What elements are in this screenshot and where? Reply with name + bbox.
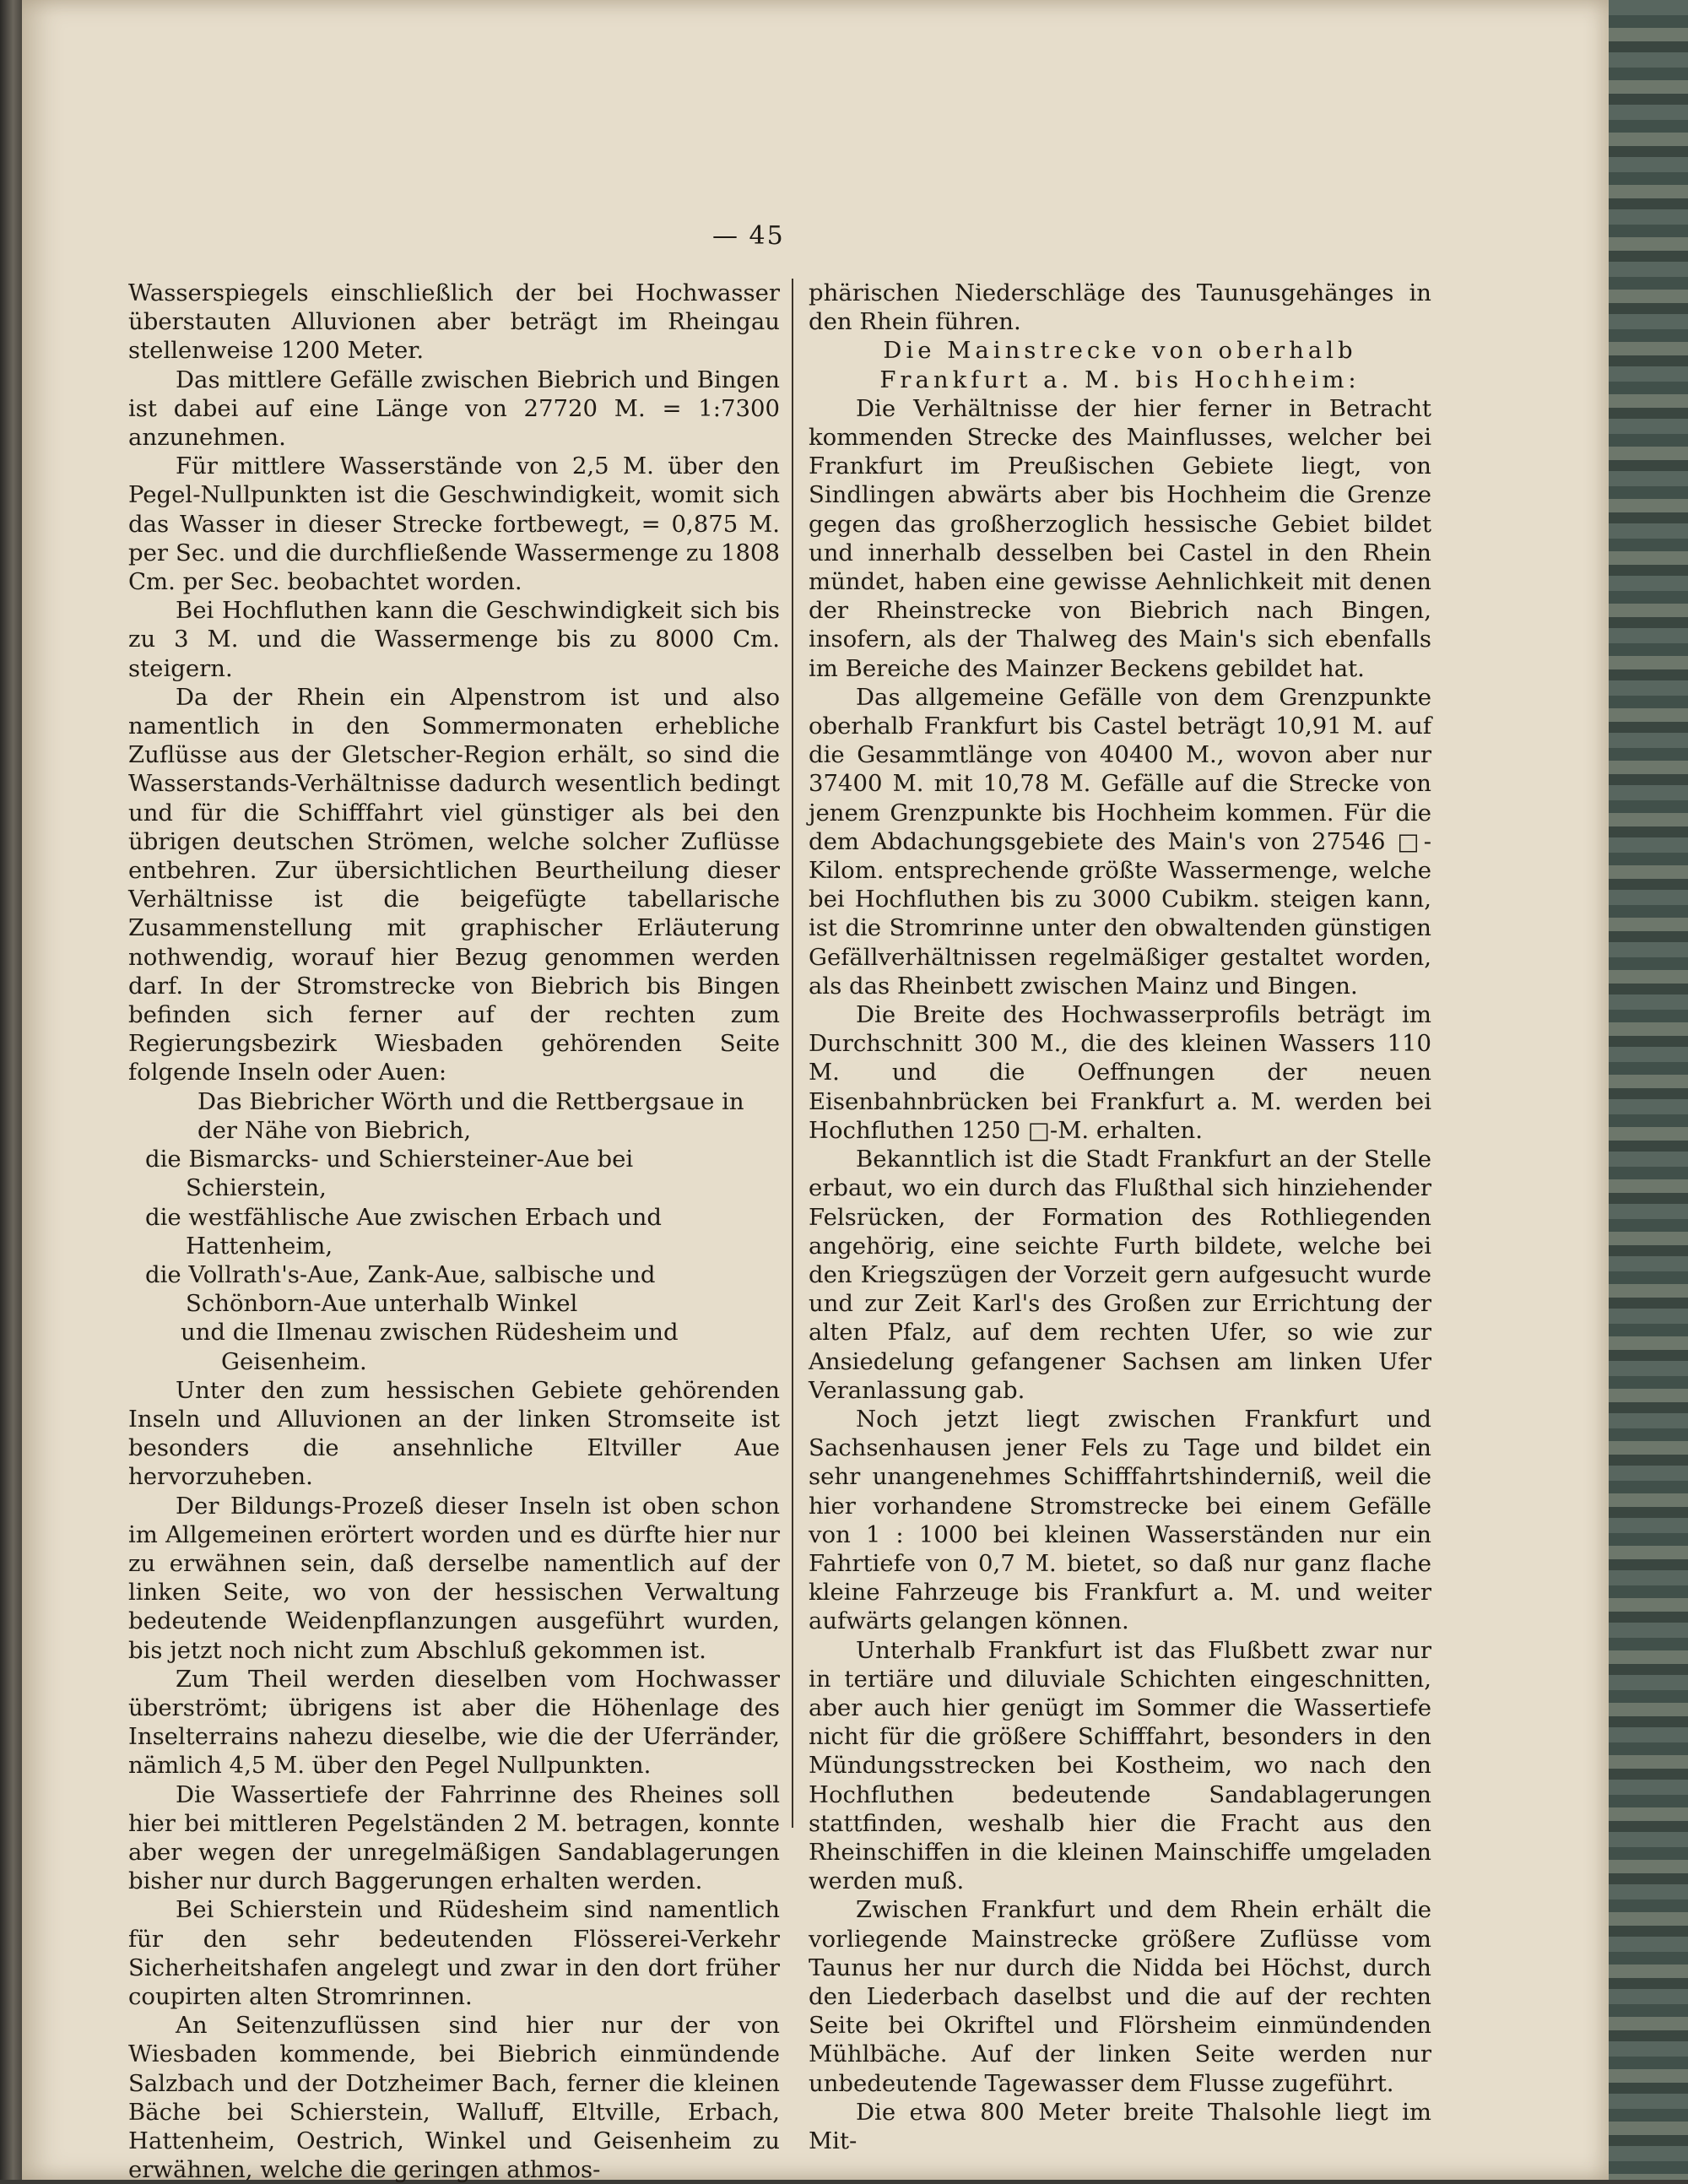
paragraph: Bei Schierstein und Rüdesheim sind namentlich für den sehr bedeutenden Flösserei-Verkehr Sicherheitshafen angelegt und zwar in den dort früher coupirten alten Stromrinnen. [128, 1896, 780, 2010]
paragraph: Zum Theil werden dieselben vom Hochwasser überströmt; übrigens ist aber die Höhenlage des Inselterrains nahezu dieselbe, wie die der Uferränder, nämlich 4,5 M. über den Pegel Nullpunkten. [128, 1665, 780, 1780]
paragraph: Bekanntlich ist die Stadt Frankfurt an der Stelle erbaut, wo ein durch das Flußthal sich hinziehender Felsrücken, der Formation des Rothliegenden angehörig, eine seichte Furth bildete, welche bei den Kriegszügen der Vorzeit gern aufgesucht wurde und zur Zeit Karl's des Großen zur Errichtung der alten Pfalz, auf dem rechten Ufer, so wie zur Ansiedelung gefangener Sachsen am linken Ufer Veranlassung gab. [809, 1146, 1431, 1404]
paragraph: Unterhalb Frankfurt ist das Flußbett zwar nur in tertiäre und diluviale Schichten eingeschnitten, aber auch hier genügt im Sommer die Wassertiefe nicht für die größere Schifffahrt, besonders in den Mündungsstrecken bei Kostheim, wo nach den Hochfluthen bedeutende Sandablagerungen stattfinden, weshalb hier die Fracht aus den Rheinschiffen in die kleinen Mainschiffe umgeladen werden muß. [809, 1636, 1431, 1895]
island-list-item: und die Ilmenau zwischen Rüdesheim und Geisenheim. [181, 1319, 679, 1375]
paragraph: An Seitenzuflüssen sind hier nur der von Wiesbaden kommende, bei Biebrich einmündende Salzbach und der Dotzheimer Bach, ferner die kleinen Bäche bei Schierstein, Walluff, Eltville, Erbach, Hattenheim, Oestrich, Winkel und Geisenheim zu erwähnen, welche die geringen athmos- [128, 2012, 780, 2184]
document-page [22, 0, 1609, 2184]
island-list-item: die westfählische Aue zwischen Erbach und Hattenheim, [145, 1203, 662, 1260]
island-list-item: die Vollrath's-Aue, Zank-Aue, salbische und Schönborn-Aue unterhalb Winkel [145, 1260, 656, 1318]
paragraph: Die Wassertiefe der Fahrrinne des Rheines soll hier bei mittleren Pegelständen 2 M. betragen, konnte aber wegen der unregelmäßigen Sandablagerungen bisher nur durch Baggerungen erhalten werden. [128, 1780, 780, 1895]
paragraph: Zwischen Frankfurt und dem Rhein erhält die vorliegende Mainstrecke größere Zuflüsse vom Taunus her nur durch die Nidda bei Höchst, durch den Liederbach daselbst und die auf der rechten Seite bei Okriftel und Flörsheim einmündenden Mühlbäche. Auf der linken Seite werden nur unbedeutende Tagewasser dem Flusse zugeführt. [809, 1896, 1431, 2097]
column-divider [792, 279, 793, 1828]
paragraph: Bei Hochfluthen kann die Geschwindigkeit sich bis zu 3 M. und die Wassermenge bis zu 8000 Cm. steigern. [128, 597, 780, 682]
page-number: — 45 [712, 221, 785, 251]
paragraph: Die Verhältnisse der hier ferner in Betracht kommenden Strecke des Mainflusses, welcher bei Frankfurt im Preußischen Gebiete liegt, von Sindlingen abwärts aber bis Hochheim die Grenze gegen das großherzoglich hessische Gebiet bildet und innerhalb desselben bei Castel in den Rhein mündet, haben eine gewisse Aehnlichkeit mit denen der Rheinstrecke von Biebrich nach Bingen, insofern, als der Thalweg des Main's sich ebenfalls im Bereiche des Mainzer Beckens gebildet hat. [809, 394, 1431, 682]
paragraph: Das allgemeine Gefälle von dem Grenzpunkte oberhalb Frankfurt bis Castel beträgt 10,91 M. auf die Gesammtlänge von 40400 M., wovon aber nur 37400 M. mit 10,78 M. Gefälle auf die Strecke von jenem Grenzpunkte bis Hochheim kommen. Für die dem Abdachungsgebiete des Main's von 27546 □-Kilom. entsprechende größte Wassermenge, welche bei Hochfluthen bis zu 3000 Cubikm. steigen kann, ist die Stromrinne unter den obwaltenden günstigen Gefällverhältnissen regelmäßiger gestaltet worden, als das Rheinbett zwischen Mainz und Bingen. [809, 683, 1431, 1000]
paragraph: Der Bildungs-Prozeß dieser Inseln ist oben schon im Allgemeinen erörtert worden und es dürfte hier nur zu erwähnen sein, daß derselbe namentlich auf der linken Seite, wo von der hessischen Verwaltung bedeutende Weidenpflanzungen ausgeführt wurden, bis jetzt noch nicht zum Abschluß gekommen ist. [128, 1492, 780, 1664]
paragraph: Da der Rhein ein Alpenstrom ist und also namentlich in den Sommermonaten erhebliche Zuflüsse aus der Gletscher-Region erhält, so sind die Wasserstands-Verhältnisse dadurch wesentlich bedingt und für die Schifffahrt viel günstiger als bei den übrigen deutschen Strömen, welche solcher Zuflüsse entbehren. Zur übersichtlichen Beurtheilung dieser Verhältnisse ist die beigefügte tabellarische Zusammenstellung mit graphischer Erläuterung nothwendig, worauf hier Bezug genommen werden darf. In der Stromstrecke von Biebrich bis Bingen befinden sich ferner auf der rechten zum Regierungsbezirk Wiesbaden gehörenden Seite folgende Inseln oder Auen: [128, 683, 780, 1087]
book-spine-edge [0, 0, 22, 2180]
left-text-column [128, 279, 780, 2184]
paragraph: Wasserspiegels einschließlich der bei Hochwasser überstauten Alluvionen aber beträgt im Rheingau stellenweise 1200 Meter. [128, 279, 780, 365]
paragraph: Die etwa 800 Meter breite Thalsohle liegt im Mit- [809, 2098, 1431, 2154]
island-list-item: die Bismarcks- und Schiersteiner-Aue bei Schierstein, [145, 1146, 634, 1202]
paragraph: phärischen Niederschläge des Taunusgehänges in den Rhein führen. [809, 279, 1431, 336]
paragraph: Noch jetzt liegt zwischen Frankfurt und Sachsenhausen jener Fels zu Tage und bildet ein sehr unangenehmes Schifffahrtshinderniß, weil die hier vorhandene Stromstrecke bei einem Gefälle von 1 : 1000 bei kleinen Wasserständen nur ein Fahrtiefe von 0,7 M. bietet, so daß nur ganz flache kleine Fahrzeuge bis Frankfurt a. M. und weiter aufwärts gelangen können. [809, 1405, 1431, 1635]
right-text-column [809, 279, 1431, 2155]
paragraph: Für mittlere Wasserstände von 2,5 M. über den Pegel-Nullpunkten ist die Geschwindigkeit, womit sich das Wasser in dieser Strecke fortbewegt, = 0,875 M. per Sec. und die durchfließende Wassermenge zu 1808 Cm. per Sec. beobachtet worden. [128, 453, 780, 596]
marbled-cover-edge [1595, 0, 1688, 2180]
paragraph: Die Breite des Hochwasserprofils beträgt im Durchschnitt 300 M., die des kleinen Wassers 110 M. und die Oeffnungen der neuen Eisenbahnbrücken bei Frankfurt a. M. werden bei Hochfluthen 1250 □-M. erhalten. [809, 1001, 1431, 1144]
paragraph: Das mittlere Gefälle zwischen Biebrich und Bingen ist dabei auf eine Länge von 27720 M. = 1:7300 anzunehmen. [128, 366, 780, 452]
section-heading: Die Mainstrecke von oberhalb Frankfurt a. M. bis Hochheim: [879, 337, 1361, 393]
paragraph: Unter den zum hessischen Gebiete gehörenden Inseln und Alluvionen an der linken Stromseite ist besonders die ansehnliche Eltviller Aue hervorzuheben. [128, 1376, 780, 1491]
island-list-item: Das Biebricher Wörth und die Rettbergsaue in der Nähe von Biebrich, [197, 1087, 744, 1144]
